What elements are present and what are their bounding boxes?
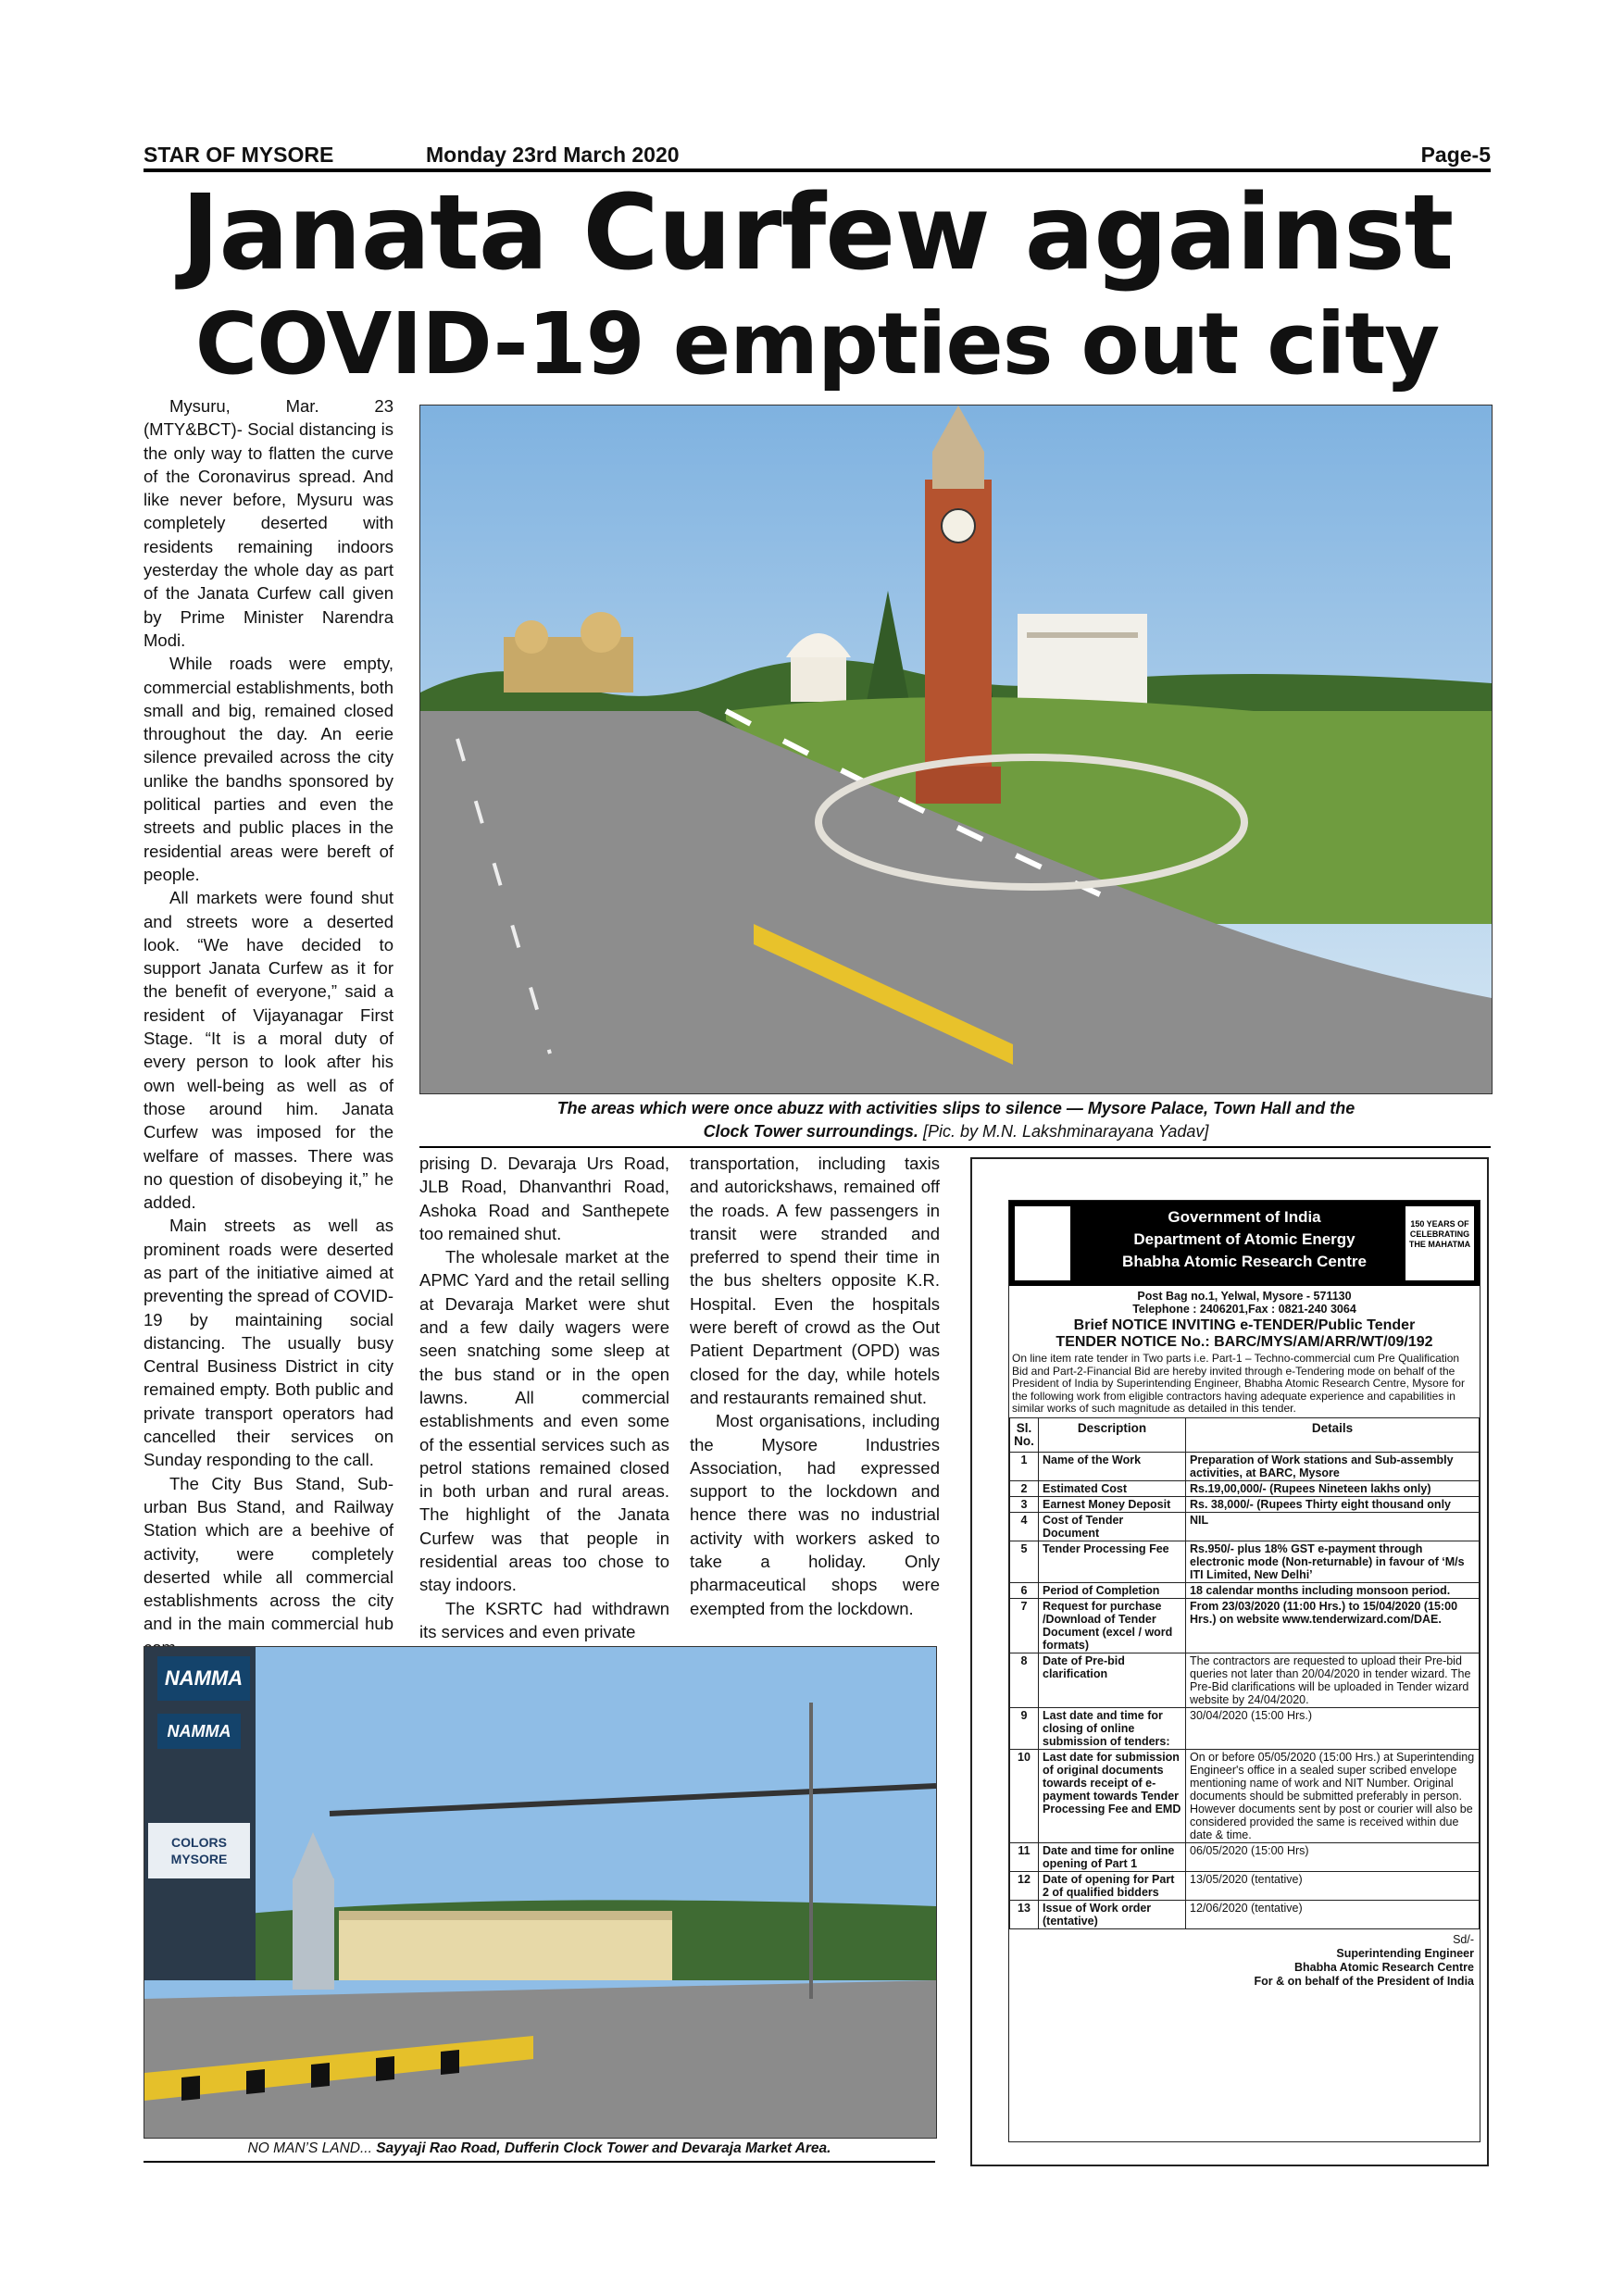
tender-banner <box>1009 1201 1480 1286</box>
paragraph: Most organisations, including the Mysore Industries Association, had expressed support to the lockdown and hence there was no industrial activity with workers asked to take a holiday. Only pharmaceutical shops were exempted from the lockdown. <box>690 1411 940 1618</box>
description-cell: Cost of Tender Document <box>1039 1512 1186 1541</box>
tender-number: TENDER NOTICE No.: BARC/MYS/AM/ARR/WT/09/192 <box>1056 1334 1433 1350</box>
masthead-rule <box>144 168 1491 172</box>
description-cell: Name of the Work <box>1039 1452 1186 1480</box>
details-cell: From 23/03/2020 (11:00 Hrs.) to 15/04/2020 (15:00 Hrs.) on website www.tenderwizard.com/DAE. <box>1186 1598 1480 1653</box>
table-row <box>1010 1900 1480 1928</box>
description-cell: Date of Pre-bid clarification <box>1039 1653 1186 1707</box>
paragraph: The KSRTC had withdrawn its services and even private <box>419 1598 669 1641</box>
namma-billboard: NAMMA <box>157 1656 250 1701</box>
signature-behalf: For & on behalf of the President of India <box>1254 1974 1474 1988</box>
table-row <box>1010 1496 1480 1512</box>
tender-phone: Telephone : 2406201,Fax : 0821-240 3064 <box>1132 1303 1356 1316</box>
details-cell: Rs. 38,000/- (Rupees Thirty eight thousand only <box>1186 1496 1480 1512</box>
slno-cell: 7 <box>1010 1598 1039 1653</box>
details-cell: 12/06/2020 (tentative) <box>1186 1900 1480 1928</box>
col-header-slno: Sl. No. <box>1010 1417 1039 1452</box>
table-row <box>1010 1541 1480 1582</box>
photo-caption-1 <box>421 1097 1491 1143</box>
description-cell: Last date and time for closing of online submission of tenders: <box>1039 1707 1186 1749</box>
table-row <box>1010 1871 1480 1900</box>
slno-cell: 5 <box>1010 1541 1039 1582</box>
description-cell: Date and time for online opening of Part 1 <box>1039 1842 1186 1871</box>
details-cell: The contractors are requested to upload their Pre-bid queries not later than 20/04/2020 in tender wizard. The Pre-Bid clarifications will be uploaded in Tender wizard website by 24/04/2020. <box>1186 1653 1480 1707</box>
details-cell: Preparation of Work stations and Sub-assembly activities, at BARC, Mysore <box>1186 1452 1480 1480</box>
caption-line-2 <box>421 1120 1491 1143</box>
paragraph: All markets were found shut and streets wore a deserted look. “We have decided to support Janata Curfew as it for the benefit of everyone,” said a resident of Vijayanagar First Stage. “It is a moral duty of every person to look after his own well-being as well as of those around him. Janata Curfew was imposed for the welfare of masses. There was no question of disobeying it,” he added. <box>144 888 394 1213</box>
tender-notice <box>1008 1200 1480 2142</box>
slno-cell: 2 <box>1010 1480 1039 1496</box>
description-cell: Tender Processing Fee <box>1039 1541 1186 1582</box>
tender-table <box>1009 1417 1480 1929</box>
sayyaji-rao-road-photo <box>144 1646 937 2139</box>
paragraph: Main streets as well as prominent roads were deserted as part of the initiative aimed at preventing the spread of COVID-19 by maintaining social distancing. The usually busy Central Business District in city remained empty. Both public and private transport operators had cancelled their services on Sunday responding to the call. <box>144 1216 394 1470</box>
caption-text: Clock Tower surroundings. <box>703 1122 918 1141</box>
tender-intro: On line item rate tender in Two parts i.e. Part-1 – Techno-commercial cum Pre Qualification Bid and Part-2-Financial Bid are hereby invited through e-Tendering mode on behalf of the President of India by Superintending Engineer, Bhabha Atomic Research Centre, Mysore for the following work from eligible contractors having adequate experience and capabilities in similar works of such magnitude as detailed in this tender. <box>1012 1352 1465 1415</box>
paragraph: The wholesale market at the APMC Yard and the retail selling at Devaraja Market were shut and a few daily wagers were seen snatching some sleep at the bus stand or in the open lawns. All commercial establishments and even some of the essential services such as petrol stations remained closed in both urban and rural areas. The highlight of the Janata Curfew was that people in residential areas too chose to stay indoors. <box>419 1247 669 1595</box>
tender-address: Post Bag no.1, Yelwal, Mysore - 571130 <box>1137 1290 1352 1303</box>
description-cell: Estimated Cost <box>1039 1480 1186 1496</box>
photo-credit: [Pic. by M.N. Lakshminarayana Yadav] <box>922 1122 1209 1141</box>
tender-signature <box>1009 1929 1480 1992</box>
slno-cell: 6 <box>1010 1582 1039 1598</box>
table-row <box>1010 1707 1480 1749</box>
photo-caption-2 <box>144 2139 935 2159</box>
slno-cell: 8 <box>1010 1653 1039 1707</box>
masthead <box>144 143 1491 170</box>
details-cell: Rs.950/- plus 18% GST e-payment through electronic mode (Non-returnable) in favour of ‘M/s ITI Limited, New Delhi’ <box>1186 1541 1480 1582</box>
signature-org: Bhabha Atomic Research Centre <box>1293 1960 1474 1974</box>
table-row <box>1010 1749 1480 1842</box>
table-row <box>1010 1842 1480 1871</box>
details-cell: Rs.19,00,000/- (Rupees Nineteen lakhs only) <box>1186 1480 1480 1496</box>
headline-line1: Janata Curfew against <box>181 173 1454 293</box>
description-cell: Date of opening for Part 2 of qualified bidders <box>1039 1871 1186 1900</box>
headline-line2: COVID-19 empties out city <box>194 294 1440 393</box>
table-row <box>1010 1653 1480 1707</box>
page-number: Page-5 <box>1420 143 1491 167</box>
col-header-details: Details <box>1186 1417 1480 1452</box>
signature-sd: Sd/- <box>1453 1932 1474 1946</box>
tender-title: Brief NOTICE INVITING e-TENDER/Public Tender <box>1073 1317 1416 1333</box>
paragraph: prising D. Devaraja Urs Road, JLB Road, Dhanvanthri Road, Ashoka Road and Santhepete too remained shut. <box>419 1154 669 1243</box>
details-cell: 13/05/2020 (tentative) <box>1186 1871 1480 1900</box>
table-row <box>1010 1480 1480 1496</box>
caption-prefix: NO MAN’S LAND... <box>247 2140 372 2156</box>
paper-name: STAR OF MYSORE <box>144 143 334 167</box>
caption-rule-2 <box>144 2161 935 2163</box>
details-cell: 18 calendar months including monsoon period. <box>1186 1582 1480 1598</box>
emblem-icon <box>1015 1206 1070 1280</box>
issue-date: Monday 23rd March 2020 <box>426 143 680 167</box>
clock-tower-photo <box>419 405 1493 1094</box>
slno-cell: 12 <box>1010 1871 1039 1900</box>
details-cell: 06/05/2020 (15:00 Hrs) <box>1186 1842 1480 1871</box>
details-cell: NIL <box>1186 1512 1480 1541</box>
description-cell: Last date for submission of original documents towards receipt of e-payment towards Tender Processing Fee and EMD <box>1039 1749 1186 1842</box>
org-line-2: Department of Atomic Energy <box>1133 1230 1355 1248</box>
table-row <box>1010 1452 1480 1480</box>
paragraph: transportation, including taxis and autorickshaws, remained off the roads. A few passengers in transit were stranded and preferred to spend their time in the bus shelters opposite K.R. Hospital. Even the hospitals were bereft of crowd as the Out Patient Department (OPD) was closed for the day, while hotels and restaurants remained shut. <box>690 1154 940 1407</box>
slno-cell: 4 <box>1010 1512 1039 1541</box>
colors-mysore-sign: COLORS MYSORE <box>148 1823 250 1878</box>
caption-line-1: The areas which were once abuzz with activities slips to silence — Mysore Palace, Town Hall and the <box>556 1099 1355 1117</box>
paragraph: The City Bus Stand, Sub-urban Bus Stand, and Railway Station which are a beehive of activity, were completely deserted while all commercial establishments across the city and in the main commercial hub <box>144 1473 394 1634</box>
article-column-2 <box>419 1152 669 1643</box>
caption-text: Sayyaji Rao Road, Dufferin Clock Tower and Devaraja Market Area. <box>376 2140 831 2156</box>
org-line-1: Government of India <box>1168 1208 1321 1226</box>
gandhi-150-logo: 150 YEARS OF CELEBRATING THE MAHATMA <box>1405 1206 1474 1280</box>
slno-cell: 13 <box>1010 1900 1039 1928</box>
description-cell: Earnest Money Deposit <box>1039 1496 1186 1512</box>
details-cell: On or before 05/05/2020 (15:00 Hrs.) at Superintending Engineer's office in a sealed super scribed envelope mentioning name of work and NIT Number. Original documents should be submitted preferably in person. However documents sent by post or courier will also be considered provided the same is received within due date & time. <box>1186 1749 1480 1842</box>
slno-cell: 10 <box>1010 1749 1039 1842</box>
table-row <box>1010 1598 1480 1653</box>
table-row <box>1010 1512 1480 1541</box>
description-cell: Request for purchase /Download of Tender Document (excel / word formats) <box>1039 1598 1186 1653</box>
clock-tower-illustration <box>420 406 1492 1093</box>
signature-title: Superintending Engineer <box>1336 1946 1474 1960</box>
street-illustration <box>144 1647 936 2138</box>
article-column-3 <box>690 1152 940 1620</box>
paragraph: While roads were empty, commercial establishments, both small and big, remained closed throughout the day. An eerie silence prevailed across the city unlike the bandhs sponsored by political parties and even the streets and public places in the residential areas were bereft of people. <box>144 654 394 884</box>
description-cell: Issue of Work order (tentative) <box>1039 1900 1186 1928</box>
description-cell: Period of Completion <box>1039 1582 1186 1598</box>
namma-billboard-2: NAMMA <box>157 1714 241 1749</box>
org-line-3: Bhabha Atomic Research Centre <box>1122 1253 1367 1270</box>
slno-cell: 1 <box>1010 1452 1039 1480</box>
details-cell: 30/04/2020 (15:00 Hrs.) <box>1186 1707 1480 1749</box>
table-row <box>1010 1582 1480 1598</box>
slno-cell: 9 <box>1010 1707 1039 1749</box>
slno-cell: 3 <box>1010 1496 1039 1512</box>
article-column-1 <box>144 394 394 1659</box>
slno-cell: 11 <box>1010 1842 1039 1871</box>
paragraph: Mysuru, Mar. 23 (MTY&BCT)- Social distancing is the only way to flatten the curve of the Coronavirus spread. And like never before, Mysuru was completely deserted with residents remaining indoors yesterday the whole day as part of the Janata Curfew call given by Prime Minister Narendra Modi. <box>144 396 394 650</box>
caption-rule <box>419 1146 1491 1148</box>
col-header-description: Description <box>1039 1417 1186 1452</box>
